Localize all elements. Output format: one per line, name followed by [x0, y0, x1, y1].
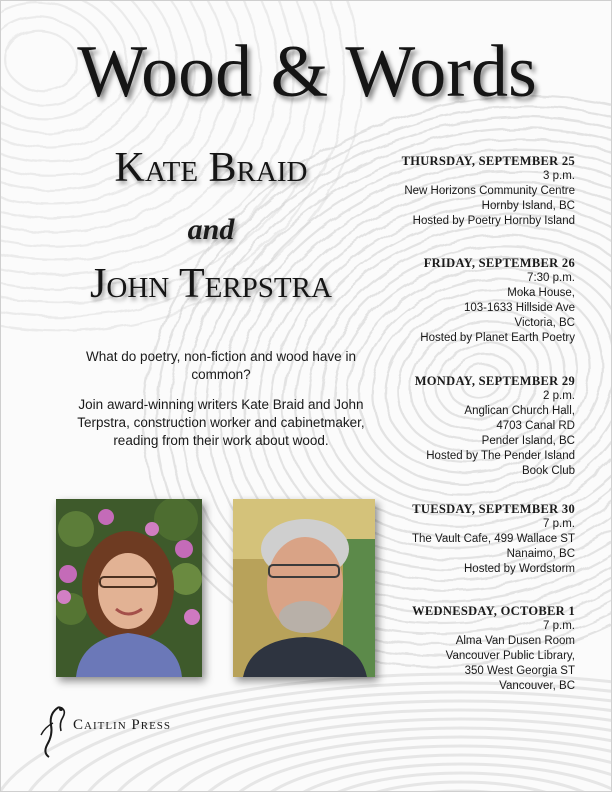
- event-item: [355, 153, 575, 229]
- event-location: Vancouver, BC: [499, 680, 575, 692]
- event-time: 2 p.m.: [543, 390, 575, 402]
- intro-blurb: Join award-winning writers Kate Braid and John Terpstra, construction worker and cabinetmaker, reading from their work about wood.: [77, 397, 365, 448]
- event-day: THURSDAY, SEPTEMBER 25: [401, 154, 575, 168]
- conjunction-and: and: [187, 213, 235, 246]
- event-venue: Moka House,: [507, 287, 575, 299]
- event-day: MONDAY, SEPTEMBER 29: [414, 374, 575, 388]
- event-item: [355, 603, 575, 694]
- event-host: Hosted by The Pender Island: [426, 450, 575, 462]
- event-item: [355, 255, 575, 346]
- event-day: WEDNESDAY, OCTOBER 1: [412, 604, 575, 618]
- event-venue: Alma Van Dusen Room: [455, 635, 575, 647]
- event-location: Victoria, BC: [514, 317, 575, 329]
- event-host: Hosted by Wordstorm: [464, 563, 575, 575]
- event-item: [355, 373, 575, 479]
- event-address: 4703 Canal RD: [496, 420, 575, 432]
- event-address: 350 West Georgia ST: [464, 665, 575, 677]
- kate-braid-photo: [56, 499, 202, 677]
- poster-title: Wood & Words: [77, 31, 537, 113]
- event-item: [355, 501, 575, 577]
- author-name-john: John Terpstra: [90, 261, 332, 307]
- event-host-cont: Book Club: [521, 465, 575, 477]
- event-venue-cont: Vancouver Public Library,: [445, 650, 575, 662]
- event-venue: Anglican Church Hall,: [464, 405, 575, 417]
- event-time: 7 p.m.: [543, 620, 575, 632]
- event-time: 7 p.m.: [543, 518, 575, 530]
- author-name-kate: Kate Braid: [114, 145, 308, 191]
- intro-question: What do poetry, non-fiction and wood have in common?: [86, 349, 356, 382]
- event-host: Hosted by Planet Earth Poetry: [420, 332, 575, 344]
- publisher-name: Caitlin Press: [73, 717, 172, 733]
- event-venue: New Horizons Community Centre: [404, 185, 575, 197]
- john-terpstra-photo: [233, 499, 375, 677]
- event-address: 103-1633 Hillside Ave: [463, 302, 575, 314]
- event-day: TUESDAY, SEPTEMBER 30: [412, 502, 575, 516]
- event-location: Nanaimo, BC: [506, 548, 575, 560]
- event-time: 3 p.m.: [543, 170, 575, 182]
- event-location: Hornby Island, BC: [481, 200, 575, 212]
- event-time: 7:30 p.m.: [527, 272, 575, 284]
- event-venue: The Vault Cafe, 499 Wallace ST: [412, 533, 575, 545]
- event-location: Pender Island, BC: [481, 435, 575, 447]
- event-host: Hosted by Poetry Hornby Island: [412, 215, 575, 227]
- event-day: FRIDAY, SEPTEMBER 26: [423, 256, 575, 270]
